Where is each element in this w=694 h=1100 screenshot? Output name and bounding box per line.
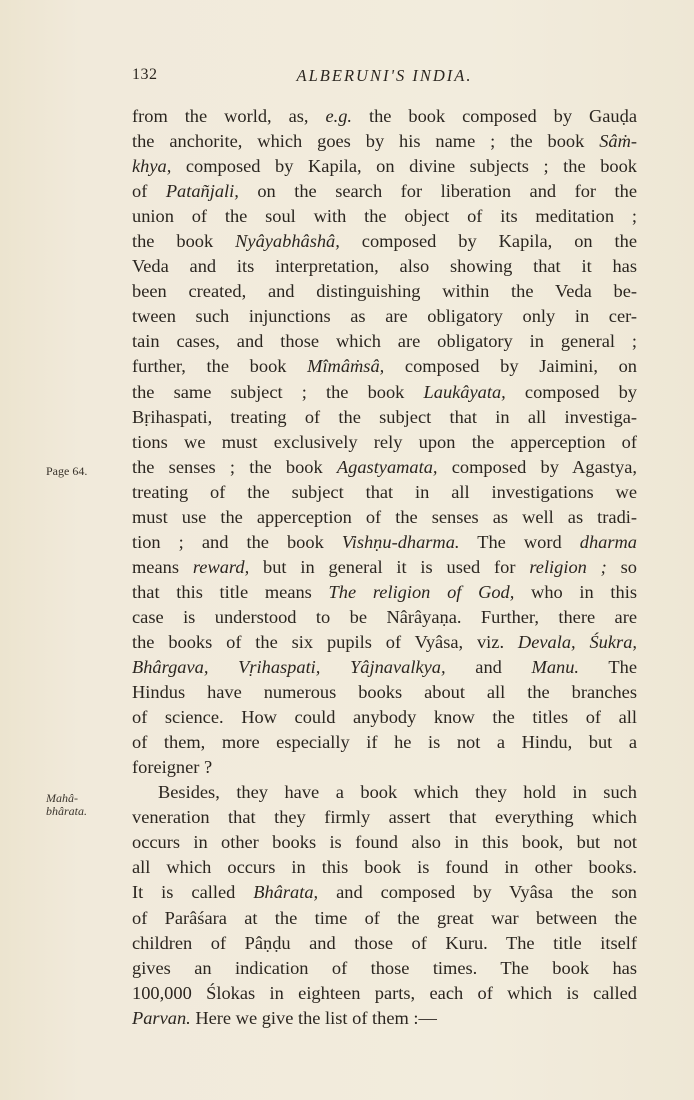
plain-text: Hindus have numerous books about all the branches [132, 682, 637, 703]
text-line [132, 1006, 637, 1031]
plain-text: of them, more especially if he is not a Hindu, but a [132, 732, 637, 753]
plain-text: Bṛihaspati, treating of the subject that in all investiga- [132, 406, 637, 427]
text-line [132, 380, 637, 405]
italic-text: Manu. [531, 657, 580, 678]
plain-text: but in general it is used for [249, 556, 530, 577]
plain-text: all which occurs in this book is found in other books. [132, 857, 637, 878]
plain-text: composed by Kapila, on the [339, 231, 637, 252]
text-line [132, 780, 637, 805]
plain-text: must use the apperception of the senses as well as tradi- [132, 506, 637, 527]
italic-text: Devala, Śukra, [517, 631, 637, 652]
plain-text: occurs in other books is found also in this book, but not [132, 832, 637, 853]
text-line [132, 154, 637, 179]
margin-section-note-line1: Mahâ- [46, 791, 78, 805]
plain-text: means [132, 556, 193, 577]
plain-text: tain cases, and those which are obligatory in general ; [132, 331, 637, 352]
text-line [132, 906, 637, 931]
italic-text: Agastyamata, [336, 456, 438, 477]
plain-text: Besides, they have a book which they hold in such [158, 782, 637, 803]
margin-section-note-line2: bhârata. [46, 804, 88, 818]
text-line [132, 104, 637, 129]
italic-text: Patañjali, [165, 181, 239, 202]
plain-text: 100,000 Ślokas in eighteen parts, each of which is called [132, 982, 637, 1003]
text-line [132, 880, 637, 905]
text-line [132, 304, 637, 329]
page-header [132, 66, 637, 90]
plain-text: the book [132, 231, 236, 252]
text-line [132, 179, 637, 204]
plain-text: the senses ; the book [132, 456, 337, 477]
text-line [132, 931, 637, 956]
text-line [132, 680, 637, 705]
plain-text: union of the soul with the object of its meditation ; [132, 206, 637, 227]
plain-text: of [132, 181, 166, 202]
body-text [132, 104, 637, 1031]
text-line [132, 705, 637, 730]
italic-text: Laukâyata, [423, 381, 506, 402]
italic-text: The religion of God, [328, 581, 515, 602]
plain-text: tion ; and the book [132, 531, 342, 552]
text-line [132, 855, 637, 880]
plain-text: Here we give the list of them :— [190, 1007, 437, 1028]
italic-text: Bhârgava, Vṛihaspati, Yâjnavalkya, [132, 657, 446, 678]
plain-text: tween such injunctions as are obligatory only in cer- [132, 306, 637, 327]
text-line [132, 480, 637, 505]
text-line [132, 956, 637, 981]
plain-text: composed by Agastya, [437, 456, 637, 477]
text-line [132, 655, 637, 680]
plain-text: The [579, 657, 637, 678]
text-line [132, 455, 637, 480]
text-line [132, 830, 637, 855]
text-line [132, 805, 637, 830]
text-line [132, 580, 637, 605]
text-line [132, 229, 637, 254]
plain-text: on the search for liberation and for the [238, 181, 637, 202]
margin-page-reference: Page 64. [46, 464, 88, 478]
italic-text: Sâṁ- [599, 131, 637, 152]
plain-text: further, the book [132, 356, 308, 377]
italic-text: dharma [579, 531, 637, 552]
plain-text: case is understood to be Nârâyaṇa. Further, there are [132, 606, 637, 627]
italic-text: Nyâyabhâshâ, [235, 231, 340, 252]
plain-text: foreigner ? [132, 757, 213, 778]
italic-text: reward, [192, 556, 250, 577]
plain-text: the book composed by Gauḍa [352, 106, 637, 126]
text-line [132, 755, 637, 780]
plain-text: Veda and its interpretation, also showing that it has [132, 256, 637, 277]
plain-text: composed by Kapila, on divine subjects ; the book [171, 156, 637, 177]
text-line [132, 430, 637, 455]
plain-text: so [606, 556, 637, 577]
italic-text: Bhârata, [253, 882, 319, 903]
text-line [132, 605, 637, 630]
running-title: ALBERUNI'S INDIA. [296, 66, 473, 85]
plain-text: of science. How could anybody know the titles of all [132, 707, 637, 728]
plain-text: and [445, 657, 532, 678]
text-line [132, 354, 637, 379]
plain-text: the books of the six pupils of Vyâsa, viz. [132, 631, 518, 652]
text-line [132, 730, 637, 755]
plain-text: and composed by Vyâsa the son [318, 882, 637, 903]
text-line [132, 630, 637, 655]
italic-text: e.g. [325, 106, 353, 126]
plain-text: veneration that they firmly assert that everything which [132, 807, 637, 828]
plain-text: children of Pâṇḍu and those of Kuru. The title itself [132, 932, 637, 953]
text-line [132, 405, 637, 430]
plain-text: treating of the subject that in all investigations we [132, 481, 637, 502]
text-line [132, 204, 637, 229]
text-line [132, 555, 637, 580]
plain-text: who in this [514, 581, 637, 602]
margin-section-note [46, 792, 87, 818]
italic-text: Mîmâṁsâ, [307, 356, 385, 377]
page-number: 132 [132, 66, 158, 83]
text-line [132, 254, 637, 279]
plain-text: It is called [132, 882, 254, 903]
text-line [132, 329, 637, 354]
plain-text: composed by [505, 381, 637, 402]
text-line [132, 530, 637, 555]
plain-text: the same subject ; the book [132, 381, 424, 402]
plain-text: been created, and distinguishing within the Veda be- [132, 281, 637, 302]
italic-text: Parvan. [132, 1007, 191, 1028]
plain-text: of Parâśara at the time of the great war between the [132, 907, 637, 928]
italic-text: khya, [132, 156, 172, 177]
plain-text: The word [459, 531, 580, 552]
text-line [132, 279, 637, 304]
text-line [132, 129, 637, 154]
plain-text: tions we must exclusively rely upon the apperception of [132, 431, 637, 452]
text-line [132, 505, 637, 530]
plain-text: gives an indication of those times. The book has [132, 957, 637, 978]
italic-text: religion ; [529, 556, 607, 577]
italic-text: Vishṇu-dharma. [341, 531, 460, 552]
plain-text: composed by Jaimini, on [384, 356, 637, 377]
plain-text: from the world, as, [132, 106, 326, 126]
plain-text: the anchorite, which goes by his name ; the book [132, 131, 600, 152]
plain-text: that this title means [132, 581, 329, 602]
text-line [132, 981, 637, 1006]
